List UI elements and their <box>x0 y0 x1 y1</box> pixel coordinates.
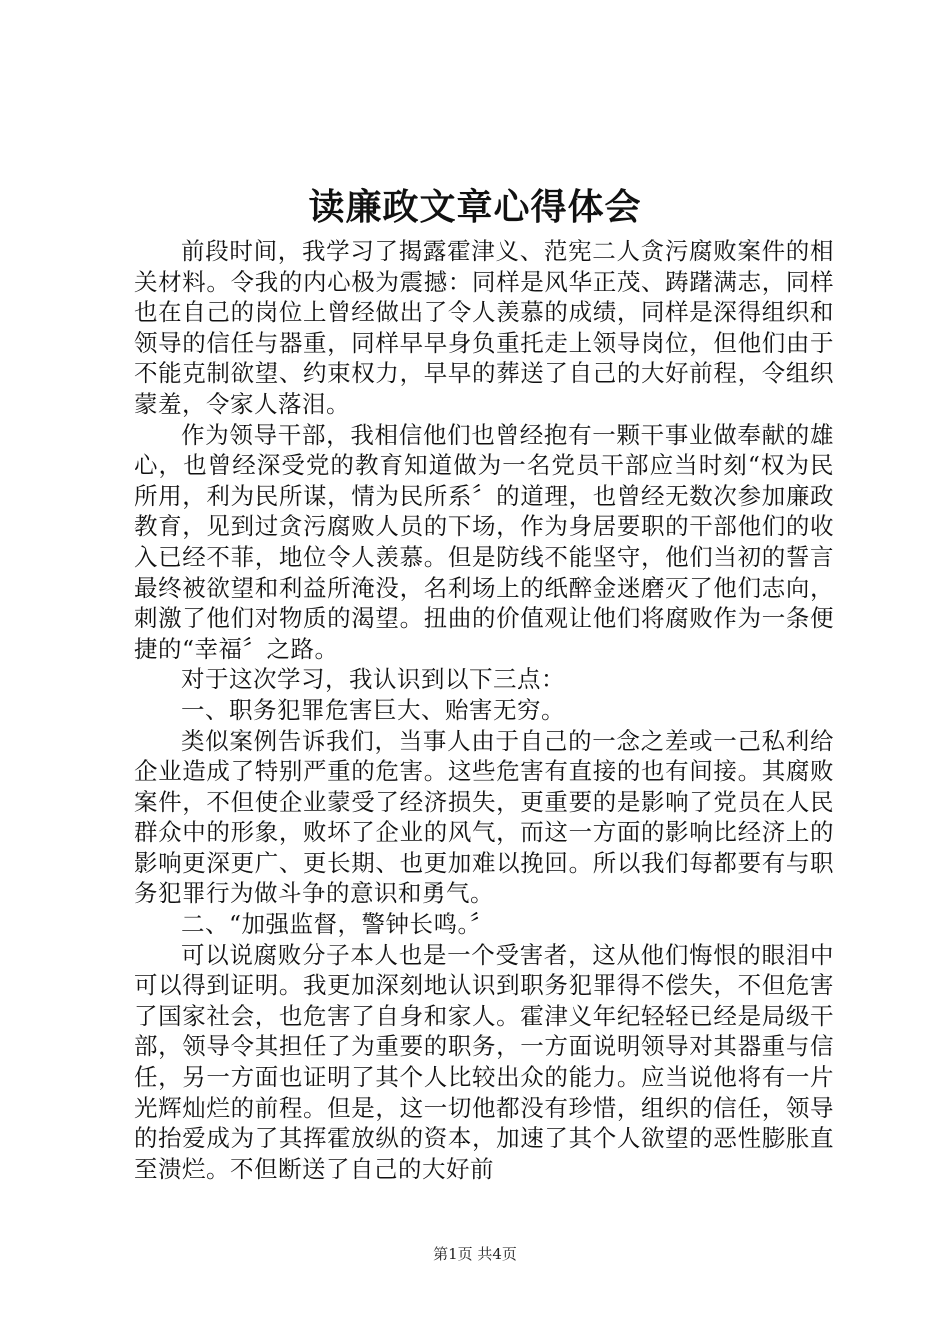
paragraph: 作为领导干部，我相信他们也曾经抱有一颗干事业做奉献的雄心，也曾经深受党的教育知道做为一名党员干部应当时刻“权为民所用，利为民所谋，情为民所系〞的道理，也曾经无数次参加廉政教育，见到过贪污腐败人员的下场，作为身居要职的干部他们的收入已经不菲，地位令人羡慕。但是防线不能坚守，他们当初的誓言最终被欲望和利益所淹没，名利场上的纸醉金迷磨灭了他们志向，刺激了他们对物质的渴望。扭曲的价值观让他们将腐败作为一条便捷的“幸福〞之路。 <box>134 420 834 663</box>
document-title: 读廉政文章心得体会 <box>308 186 642 228</box>
section-heading: 一、职务犯罪危害巨大、贻害无穷。 <box>181 695 565 724</box>
paragraph: 可以说腐败分子本人也是一个受害者，这从他们悔恨的眼泪中可以得到证明。我更加深刻地认识到职务犯罪得不偿失，不但危害了国家社会，也危害了自身和家人。霍津义年纪轻轻已经是局级干部，领导令其担任了为重要的职务，一方面说明领导对其器重与信任，另一方面也证明了其个人比较出众的能力。应当说他将有一片光辉灿烂的前程。但是，这一切他都没有珍惜，组织的信任，领导的抬爱成为了其挥霍放纵的资本，加速了其个人欲望的恶性膨胀直至溃烂。不但断送了自己的大好前 <box>134 940 834 1183</box>
paragraph: 类似案例告诉我们，当事人由于自己的一念之差或一己私利给企业造成了特别严重的危害。这些危害有直接的也有间接。其腐败案件，不但使企业蒙受了经济损失，更重要的是影响了党员在人民群众中的形象，败坏了企业的风气，而这一方面的影响比经济上的影响更深更广、更长期、也更加难以挽回。所以我们每都要有与职务犯罪行为做斗争的意识和勇气。 <box>134 726 834 908</box>
page-number-footer: 第1页 共4页 <box>433 1245 517 1263</box>
paragraph: 对于这次学习，我认识到以下三点： <box>181 665 565 694</box>
document-body <box>134 236 834 1184</box>
section-heading: 二、“加强监督，警钟长鸣。〞 <box>181 910 494 939</box>
paragraph: 前段时间，我学习了揭露霍津义、范宪二人贪污腐败案件的相关材料。令我的内心极为震撼：同样是风华正茂、踌躇满志，同样也在自己的岗位上曾经做出了令人羡慕的成绩，同样是深得组织和领导的信任与器重，同样早早身负重托走上领导岗位，但他们由于不能克制欲望、约束权力，早早的葬送了自己的大好前程，令组织蒙羞，令家人落泪。 <box>134 237 834 418</box>
